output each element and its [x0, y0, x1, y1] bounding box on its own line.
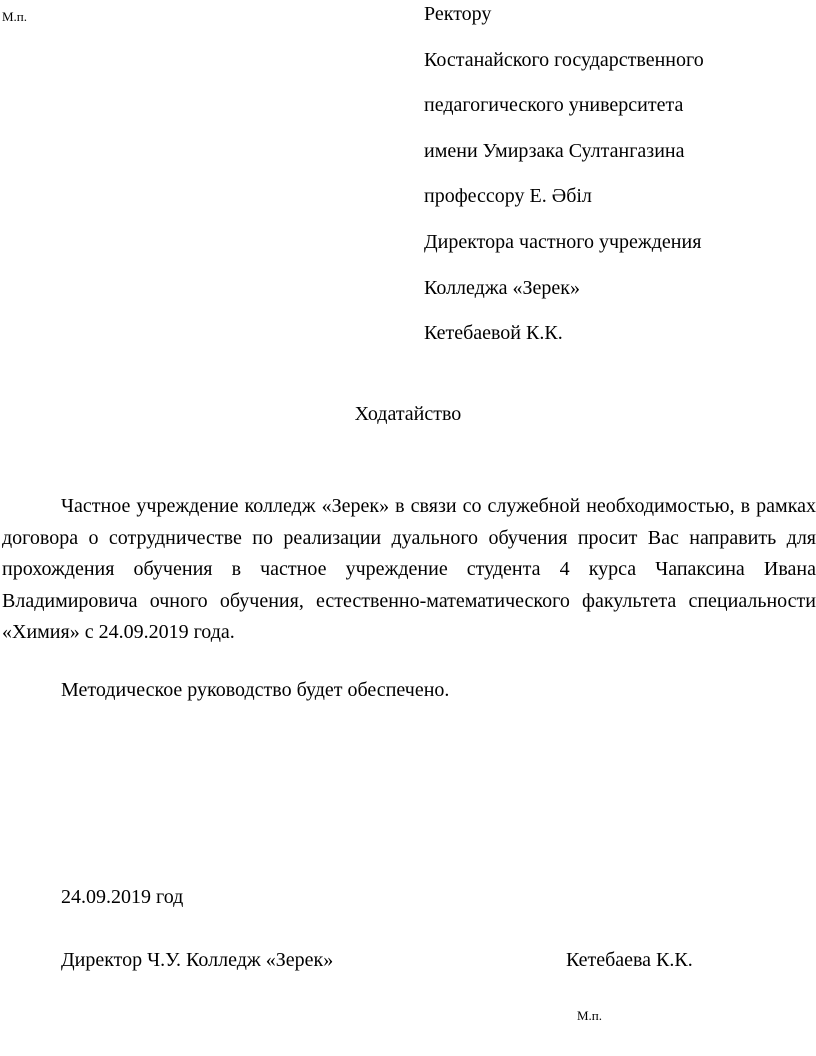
addressee-line: Ректору — [424, 3, 492, 25]
signature-position: Директор Ч.У. Колледж «Зерек» — [61, 949, 334, 971]
body-paragraph-main: Частное учреждение колледж «Зерек» в связи со служебной необходимостью, в рамках договора о сотрудничестве по реализации дуального обучения просит Вас направить для прохождения обучения в частное учреждение студента 4 курса Чапаксина Ивана Владимировича очного обучения, естественно-математического факультета специальности «Химия» с 24.09.2019 года. — [2, 495, 816, 644]
signature-name: Кетебаева К.К. — [566, 949, 693, 971]
addressee-block — [424, 2, 704, 367]
addressee-line: Колледжа «Зерек» — [424, 276, 581, 299]
addressee-line: имени Умирзака Султангазина — [424, 139, 685, 162]
body-paragraph-guidance: Методическое руководство будет обеспечено. — [61, 679, 450, 701]
addressee-line: профессору Е. Әбіл — [424, 185, 592, 208]
addressee-line: Костанайского государственного — [424, 48, 704, 71]
addressee-line: педагогического университета — [424, 94, 684, 117]
document-date: 24.09.2019 год — [61, 886, 184, 908]
stamp-label-bottom: М.п. — [577, 1008, 603, 1023]
document-title: Ходатайство — [354, 403, 462, 425]
stamp-label-top: М.п. — [2, 9, 28, 24]
addressee-line: Директора частного учреждения — [424, 230, 702, 253]
addressee-line: Кетебаевой К.К. — [424, 322, 563, 345]
